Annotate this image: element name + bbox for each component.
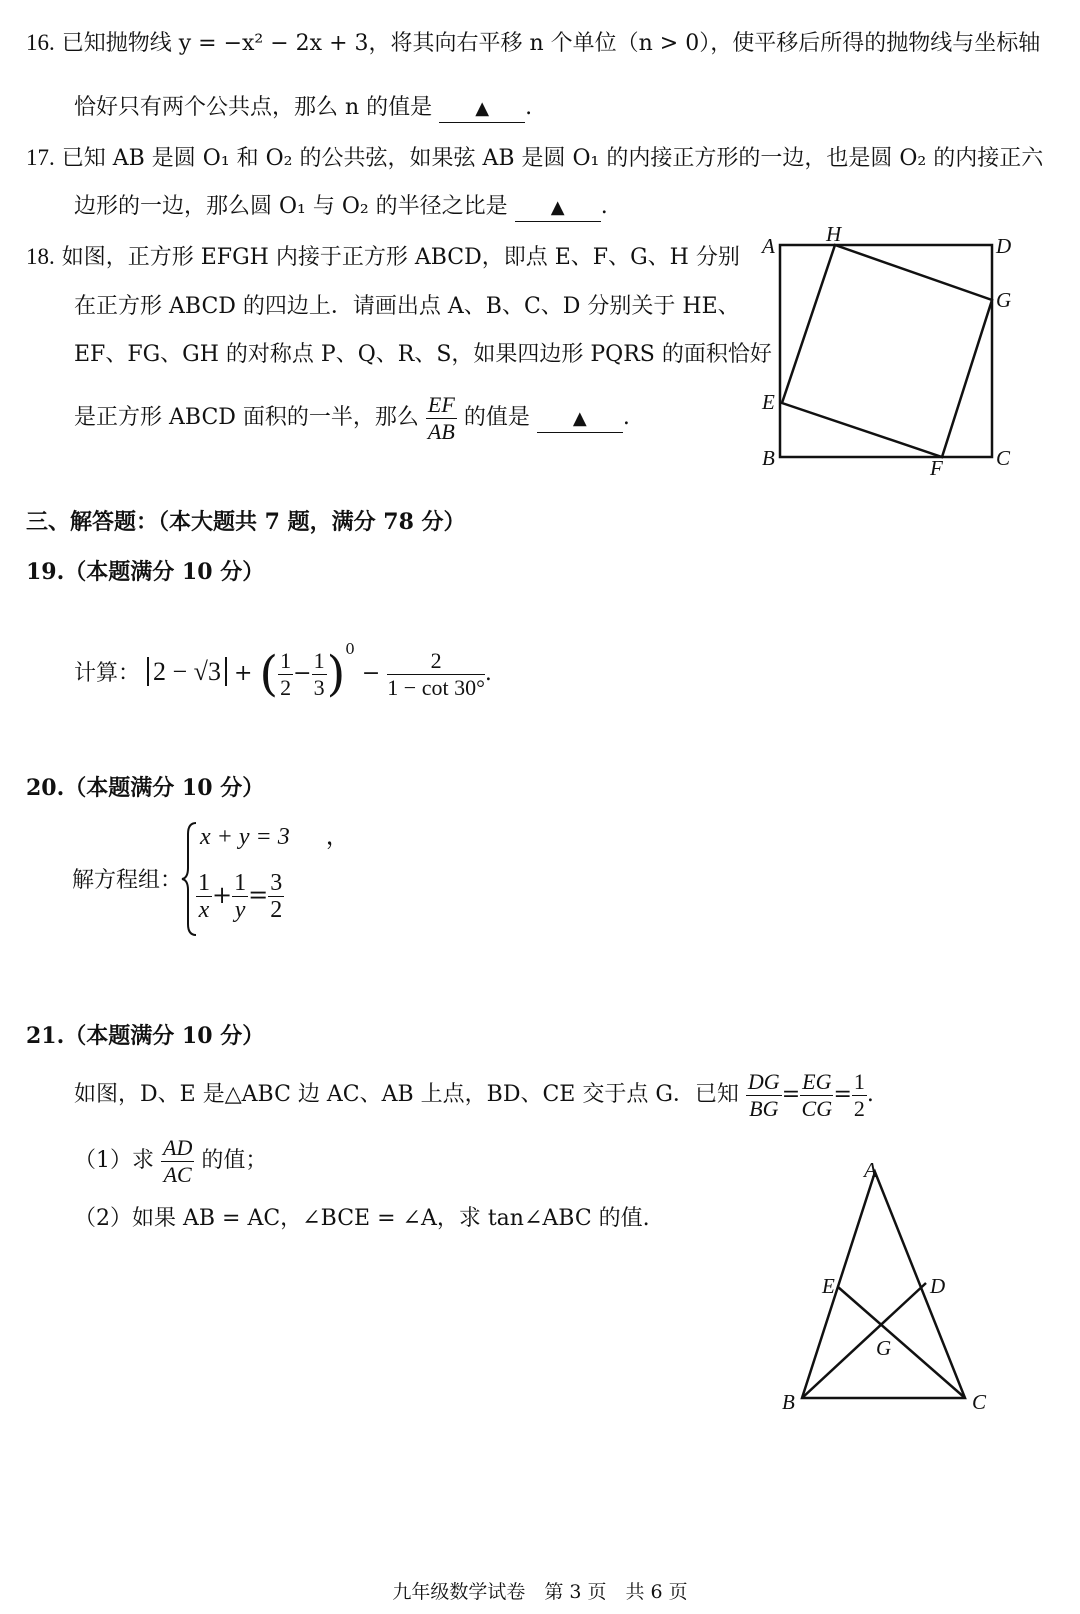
fig18-label-h: H (826, 222, 842, 246)
q16-period: . (525, 95, 533, 120)
q19-expression (74, 616, 492, 707)
q18-fraction-ef-ab (426, 392, 457, 445)
q16-line1 (26, 28, 1040, 59)
q21-f3d: 2 (853, 1095, 865, 1121)
q20-frac-1y (232, 870, 248, 923)
q19-half-den: 2 (280, 674, 292, 700)
q19-frac-half (278, 648, 293, 701)
q20-equation-1 (200, 822, 350, 852)
q21-f2d: CG (801, 1095, 833, 1121)
square-efgh (782, 245, 992, 457)
q19-third-den: 3 (313, 674, 325, 700)
q19-plus: + (233, 661, 253, 686)
q21-text-1: 如图，D、E 是△ABC 边 AC、AB 上点，BD、CE 交于点 G．已知 (74, 1082, 739, 1107)
q18-number: 18. (26, 244, 55, 269)
q21-p1-den: AC (163, 1161, 192, 1187)
q17-answer-blank: ▲ (515, 195, 601, 222)
q18-text-4b: 的值是 (463, 405, 530, 430)
fig21-label-c: C (972, 1390, 987, 1414)
q20-equals: = (248, 881, 269, 909)
q17-text-2: 边形的一边，那么圆 O₁ 与 O₂ 的半径之比是 (74, 194, 508, 219)
q20-prefix: 解方程组： (72, 868, 183, 893)
q18-line1 (26, 242, 740, 273)
q18-frac-num: EF (427, 391, 455, 417)
q19-header: 19.（本题满分 10 分） (26, 559, 265, 585)
q21-p1-post: 的值； (201, 1148, 268, 1173)
q18-frac-den: AB (427, 418, 455, 444)
q21-frac-half (852, 1069, 867, 1122)
q20-frac-1x (196, 870, 212, 923)
q17-line2 (74, 192, 608, 222)
q20-comma: ， (325, 824, 350, 850)
q21-part2: （2）如果 AB = AC，∠BCE = ∠A，求 tan∠ABC 的值. (74, 1206, 650, 1231)
q19-third-num: 1 (313, 647, 325, 673)
q19-prefix: 计算： (74, 661, 141, 686)
q20-header: 20.（本题满分 10 分） (26, 775, 265, 801)
q21-f2n: EG (802, 1068, 832, 1094)
q16-line2 (74, 93, 532, 123)
fig18-label-c: C (996, 446, 1011, 470)
q20-n1: 1 (198, 870, 210, 896)
q18-answer-blank: ▲ (537, 406, 623, 433)
q19-left-paren: ( (259, 646, 279, 702)
q19-absolute-value: 2 − √3 (147, 657, 227, 686)
q20-d1: x (198, 897, 210, 923)
q19-cot-num: 2 (387, 648, 485, 675)
fig21-label-a: A (864, 1158, 877, 1182)
q16-text-1: 已知抛物线 y = −x² − 2x + 3，将其向右平移 n 个单位（n > 0），使平移后所得的抛物线与坐标轴 (61, 31, 1041, 56)
q17-text-1: 已知 AB 是圆 O₁ 和 O₂ 的公共弦，如果弦 AB 是圆 O₁ 的内接正方形的一边，也是圆 O₂ 的内接正六 (61, 146, 1044, 171)
q20-frac-32 (268, 870, 284, 923)
q21-figure-triangle (780, 1160, 1000, 1420)
q17-line1 (26, 143, 1043, 174)
fig18-label-e: E (762, 390, 775, 414)
q21-frac-dg-bg (746, 1069, 782, 1122)
q20-n2: 1 (234, 870, 247, 896)
q19-exponent: 0 (345, 640, 355, 658)
q18-text-1: 如图，正方形 EFGH 内接于正方形 ABCD，即点 E、F、G、H 分别 (61, 245, 740, 270)
q19-minus: − (361, 661, 381, 686)
q21-p1-num: AD (163, 1134, 193, 1160)
q21-p1-pre: （1）求 (74, 1148, 154, 1173)
section-three-title: 三、解答题：（本大题共 7 题，满分 78 分） (26, 509, 466, 535)
q18-line2: 在正方形 ABCD 的四边上．请画出点 A、B、C、D 分别关于 HE、 (74, 294, 740, 319)
q21-period: . (866, 1082, 874, 1107)
q21-frac-eg-cg (800, 1069, 833, 1122)
fig18-label-d: D (996, 234, 1012, 258)
q21-header: 21.（本题满分 10 分） (26, 1023, 265, 1049)
q20-equation-2 (196, 862, 284, 928)
q21-f1n: DG (747, 1068, 780, 1094)
q20-plus: + (212, 881, 233, 909)
q20-d2: y (234, 897, 246, 923)
q21-frac-ad-ac (161, 1135, 194, 1188)
fig18-label-b: B (762, 446, 775, 470)
q21-part1 (74, 1130, 267, 1192)
q18-line4 (74, 388, 630, 448)
q17-number: 17. (26, 145, 55, 170)
q19-right-paren: ) (326, 646, 346, 702)
q18-text-4: 是正方形 ABCD 面积的一半，那么 (74, 405, 419, 430)
fig21-label-b: B (782, 1390, 795, 1414)
q21-f3n: 1 (853, 1068, 865, 1094)
fig18-label-f: F (930, 456, 943, 480)
q19-period: . (484, 661, 492, 686)
page-footer: 九年级数学试卷 第 3 页 共 6 页 (392, 1581, 688, 1603)
q20-eq1-text: x + y = 3 (200, 824, 290, 850)
q19-frac-third (312, 648, 327, 701)
fig21-label-d: D (930, 1274, 946, 1298)
q16-text-2: 恰好只有两个公共点，那么 n 的值是 (74, 95, 433, 120)
q20-d3: 2 (270, 897, 283, 923)
q19-cot-den: 1 − cot 30° (387, 674, 485, 700)
fig18-label-g: G (996, 288, 1012, 312)
q19-half-num: 1 (280, 647, 292, 673)
q21-eq2: = (833, 1082, 852, 1107)
q16-number: 16. (26, 30, 55, 55)
fig21-label-g: G (876, 1336, 892, 1360)
q18-line3: EF、FG、GH 的对称点 P、Q、R、S，如果四边形 PQRS 的面积恰好 (74, 342, 772, 367)
q21-line1 (74, 1064, 874, 1126)
square-abcd (780, 245, 992, 457)
segment-ce (838, 1287, 965, 1398)
q21-f1d: BG (749, 1095, 779, 1121)
q19-inner-minus: − (293, 661, 312, 686)
q18-period: . (622, 405, 630, 430)
q20-n3: 3 (270, 870, 283, 896)
fig21-label-e: E (822, 1274, 835, 1298)
q16-answer-blank: ▲ (439, 96, 525, 123)
q17-period: . (600, 194, 608, 219)
q19-frac-cot (387, 648, 485, 701)
fig18-label-a: A (762, 234, 775, 258)
q21-eq1: = (781, 1082, 801, 1107)
